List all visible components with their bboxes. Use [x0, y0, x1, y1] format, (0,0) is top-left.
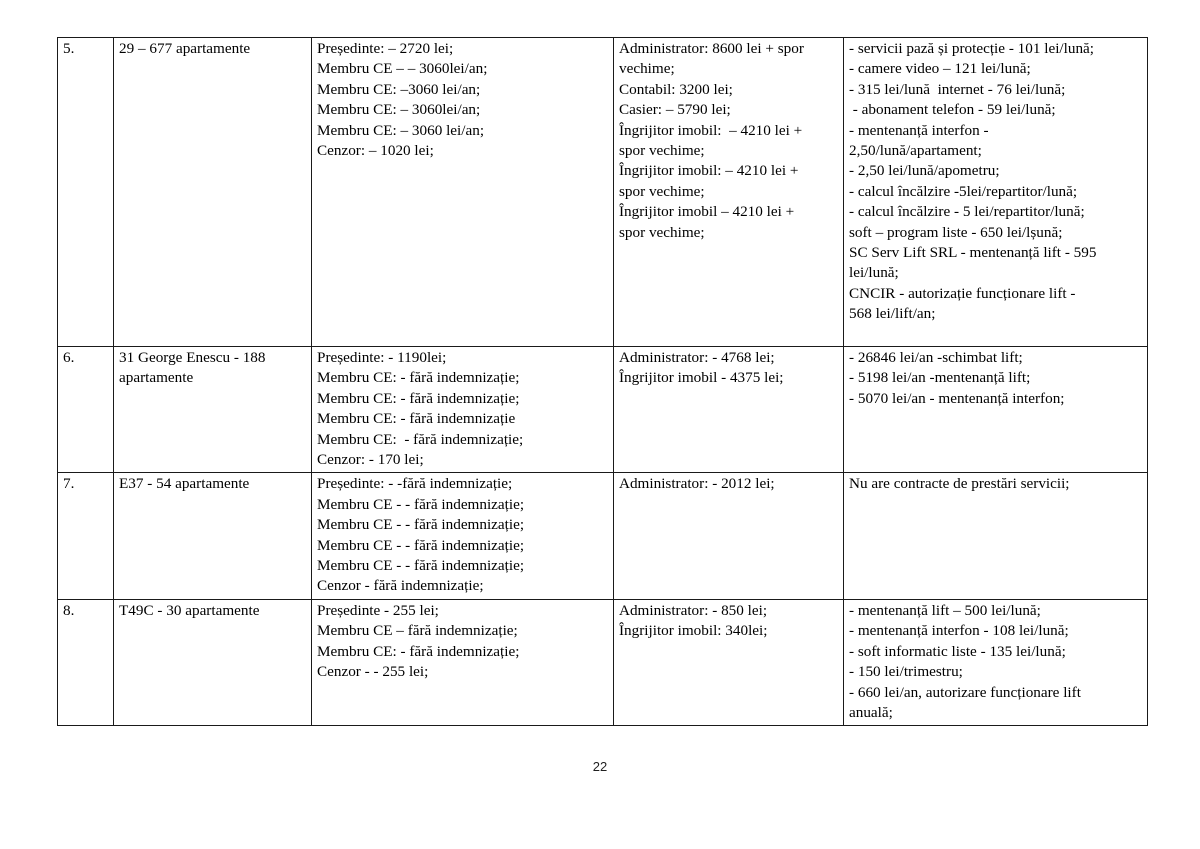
cell-staff	[614, 473, 844, 599]
cell-staff	[614, 38, 844, 347]
cell-line: soft – program liste - 650 lei/lșună;	[849, 223, 1063, 241]
cell-line: Președinte: - 1190lei;	[317, 349, 447, 366]
cell-services	[844, 38, 1148, 347]
cell-line: - 5198 lei/an -mentenanță lift;	[849, 369, 1031, 387]
cell-line: Administrator: 8600 lei + spor	[619, 40, 804, 57]
cell-line: - 2,50 lei/lună/apometru;	[849, 162, 1000, 180]
cell-line: spor vechime;	[619, 223, 705, 241]
cell-association	[114, 599, 312, 725]
cell-no	[58, 473, 114, 599]
cell-line: Îngrijitor imobil - 4375 lei;	[619, 369, 784, 387]
cell-line: E37 - 54 apartamente	[119, 475, 250, 493]
cell-association	[114, 347, 312, 473]
cell-line: Îngrijitor imobil: – 4210 lei +	[619, 162, 799, 180]
table-row	[58, 347, 1148, 473]
cell-line: T49C - 30 apartamente	[119, 601, 260, 619]
cell-line: 6.	[63, 349, 75, 366]
cell-line: apartamente	[119, 369, 194, 387]
cell-line: Președinte: – 2720 lei;	[317, 40, 454, 57]
cell-services	[844, 347, 1148, 473]
cell-line: Președinte: - -fără indemnizație;	[317, 475, 513, 493]
cell-line: Cenzor: – 1020 lei;	[317, 142, 434, 160]
cell-no	[58, 38, 114, 347]
cell-line: 29 – 677 apartamente	[119, 40, 251, 57]
cell-no	[58, 599, 114, 725]
cell-line: Membru CE: – 3060 lei/an;	[317, 121, 485, 139]
cell-line: - servicii pază și protecție - 101 lei/lună;	[849, 40, 1095, 57]
table-row	[58, 599, 1148, 725]
cell-committee	[312, 599, 614, 725]
cell-line: lei/lună;	[849, 264, 899, 282]
cell-line: Contabil: 3200 lei;	[619, 80, 733, 98]
cell-line: - 315 lei/lună internet - 76 lei/lună;	[849, 80, 1066, 98]
cell-line: Membru CE: - fără indemnizație	[317, 410, 516, 428]
cell-line: 7.	[63, 475, 75, 493]
cell-line: vechime;	[619, 60, 675, 78]
associations-report-table	[57, 37, 1148, 726]
cell-line: Președinte - 255 lei;	[317, 601, 439, 619]
cell-line: Membru CE: –3060 lei/an;	[317, 80, 481, 98]
cell-line: Administrator: - 4768 lei;	[619, 349, 775, 366]
cell-line: Membru CE - - fără indemnizație;	[317, 536, 525, 554]
cell-line: Membru CE – – 3060lei/an;	[317, 60, 488, 78]
cell-line: Membru CE – fără indemnizație;	[317, 622, 518, 640]
cell-staff	[614, 599, 844, 725]
cell-line: Casier: – 5790 lei;	[619, 101, 731, 119]
cell-association	[114, 38, 312, 347]
cell-line: spor vechime;	[619, 182, 705, 200]
cell-line: Membru CE: - fără indemnizație;	[317, 642, 520, 660]
cell-committee	[312, 473, 614, 599]
cell-line: - mentenanță interfon - 108 lei/lună;	[849, 622, 1069, 640]
cell-line: Nu are contracte de prestări servicii;	[849, 475, 1070, 493]
cell-line: - 26846 lei/an -schimbat lift;	[849, 349, 1023, 366]
cell-line: Administrator: - 2012 lei;	[619, 475, 775, 493]
table-row	[58, 38, 1148, 347]
cell-line: Cenzor - - 255 lei;	[317, 663, 429, 681]
cell-line: - 660 lei/an, autorizare funcționare lift	[849, 683, 1081, 701]
cell-line: spor vechime;	[619, 142, 705, 160]
cell-line: CNCIR - autorizație funcționare lift -	[849, 284, 1076, 302]
cell-line: anuală;	[849, 703, 893, 721]
cell-line: - abonament telefon - 59 lei/lună;	[849, 101, 1056, 119]
cell-line: - soft informatic liste - 135 lei/lună;	[849, 642, 1066, 660]
cell-committee	[312, 38, 614, 347]
cell-line: 5.	[63, 40, 75, 57]
cell-line: - calcul încălzire -5lei/repartitor/lună;	[849, 182, 1078, 200]
cell-line: 568 lei/lift/an;	[849, 305, 936, 323]
cell-line: Membru CE: - fără indemnizație;	[317, 389, 520, 407]
cell-line: 31 George Enescu - 188	[119, 349, 266, 366]
cell-line: Îngrijitor imobil: – 4210 lei +	[619, 121, 803, 139]
cell-line: - mentenanță lift – 500 lei/lună;	[849, 601, 1041, 619]
cell-association	[114, 473, 312, 599]
table-row	[58, 473, 1148, 599]
cell-line: - 150 lei/trimestru;	[849, 663, 963, 681]
cell-line: Cenzor - fără indemnizație;	[317, 577, 484, 595]
cell-line: Îngrijitor imobil: 340lei;	[619, 622, 768, 640]
cell-line: Îngrijitor imobil – 4210 lei +	[619, 203, 795, 221]
cell-staff	[614, 347, 844, 473]
cell-line: Membru CE: - fără indemnizație;	[317, 430, 524, 448]
cell-line: Membru CE - - fără indemnizație;	[317, 516, 525, 534]
cell-line: 2,50/lună/apartament;	[849, 142, 982, 160]
cell-line: Membru CE - - fără indemnizație;	[317, 495, 525, 513]
cell-line: Membru CE: - fără indemnizație;	[317, 369, 520, 387]
cell-line: - calcul încălzire - 5 lei/repartitor/lună;	[849, 203, 1085, 221]
cell-no	[58, 347, 114, 473]
cell-line: Cenzor: - 170 lei;	[317, 451, 424, 469]
cell-line: 8.	[63, 601, 75, 619]
cell-line: - camere video – 121 lei/lună;	[849, 60, 1031, 78]
cell-line: Membru CE: – 3060lei/an;	[317, 101, 481, 119]
cell-line: - 5070 lei/an - mentenanță interfon;	[849, 389, 1065, 407]
cell-line: - mentenanță interfon -	[849, 121, 989, 139]
cell-line: Membru CE - - fără indemnizație;	[317, 557, 525, 575]
cell-line: SC Serv Lift SRL - mentenanță lift - 595	[849, 244, 1097, 262]
cell-services	[844, 599, 1148, 725]
cell-services	[844, 473, 1148, 599]
cell-committee	[312, 347, 614, 473]
page-number: 22	[592, 759, 608, 774]
cell-line: Administrator: - 850 lei;	[619, 601, 768, 619]
